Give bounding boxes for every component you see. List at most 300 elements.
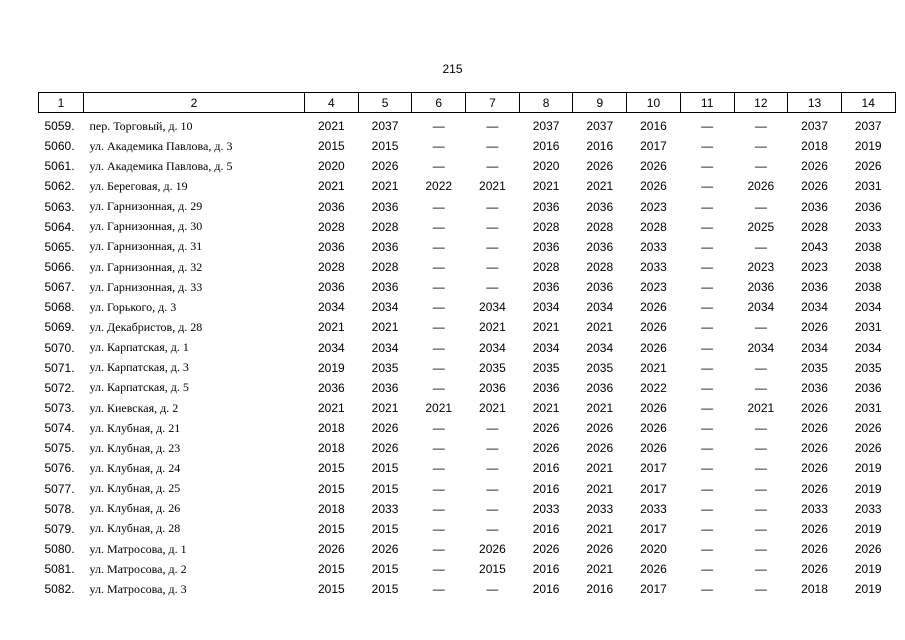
year-cell: 2023 — [640, 199, 667, 214]
year-cell: 2019 — [854, 139, 882, 154]
year-cell: 2016 — [532, 521, 560, 536]
year-cell: 2026 — [586, 441, 614, 456]
year-cell: 2016 — [532, 461, 560, 476]
year-cell: 2016 — [586, 582, 614, 597]
address-cell: ул. Декабристов, д. 28 — [89, 319, 203, 334]
year-cell: 2026 — [317, 542, 345, 557]
year-cell: 2028 — [586, 219, 614, 234]
year-cell: 2026 — [801, 179, 828, 194]
address-cell: ул. Киевская, д. 2 — [89, 400, 179, 415]
year-cell: 2036 — [479, 380, 506, 395]
table-row — [39, 499, 896, 519]
row-number-cell: 5076. — [44, 461, 75, 476]
year-cell: — — [486, 521, 499, 536]
table-row — [39, 176, 896, 196]
year-cell: — — [701, 199, 714, 214]
year-cell: — — [486, 159, 499, 174]
year-cell: — — [754, 119, 767, 134]
table-row — [39, 197, 896, 217]
year-cell: 2019 — [854, 461, 882, 476]
row-number-cell: 5075. — [44, 441, 75, 456]
year-cell: 2021 — [371, 401, 399, 416]
row-number-cell: 5060. — [44, 139, 75, 154]
year-cell: 2033 — [854, 501, 882, 516]
year-cell: 2034 — [479, 340, 506, 355]
table-row — [39, 418, 896, 438]
year-cell: 2019 — [317, 360, 345, 375]
year-cell: — — [754, 380, 767, 395]
year-cell: 2026 — [801, 542, 828, 557]
row-number-cell: 5067. — [44, 280, 75, 295]
year-cell: 2034 — [586, 300, 614, 315]
year-cell: 2015 — [371, 139, 399, 154]
year-cell: — — [701, 340, 714, 355]
year-cell: 2034 — [317, 340, 345, 355]
year-cell: 2033 — [801, 501, 828, 516]
year-cell: 2015 — [371, 521, 399, 536]
year-cell: 2026 — [801, 401, 828, 416]
year-cell: 2021 — [532, 401, 560, 416]
year-cell: — — [701, 360, 714, 375]
year-cell: 2033 — [854, 219, 882, 234]
year-cell: 2021 — [479, 401, 506, 416]
address-cell: пер. Торговый, д. 10 — [89, 118, 193, 133]
year-cell: 2036 — [586, 380, 614, 395]
year-cell: 2016 — [532, 139, 560, 154]
year-cell: — — [754, 199, 767, 214]
year-cell: 2036 — [854, 199, 882, 214]
year-cell: 2026 — [371, 441, 399, 456]
table-row — [39, 398, 896, 418]
year-cell: — — [432, 219, 445, 234]
address-cell: ул. Гарнизонная, д. 29 — [89, 199, 203, 214]
year-cell: 2028 — [317, 219, 345, 234]
year-cell: 2018 — [317, 421, 345, 436]
year-cell: — — [701, 421, 714, 436]
year-cell: 2021 — [747, 401, 775, 416]
year-cell: 2028 — [532, 260, 560, 275]
year-cell: — — [432, 159, 445, 174]
year-cell: — — [701, 280, 714, 295]
column-header-7: 8 — [519, 93, 573, 113]
year-cell: — — [701, 239, 714, 254]
year-cell: — — [432, 280, 445, 295]
year-cell: 2017 — [640, 521, 667, 536]
year-cell: 2036 — [371, 239, 399, 254]
year-cell: 2026 — [640, 159, 667, 174]
row-number-cell: 5082. — [44, 582, 75, 597]
year-cell: 2015 — [479, 562, 506, 577]
year-cell: 2036 — [801, 380, 828, 395]
year-cell: 2023 — [640, 280, 667, 295]
year-cell: 2034 — [747, 340, 775, 355]
row-number-cell: 5070. — [44, 340, 75, 355]
year-cell: 2036 — [317, 280, 345, 295]
year-cell: 2036 — [532, 239, 560, 254]
year-cell: 2028 — [371, 219, 399, 234]
year-cell: 2022 — [425, 179, 453, 194]
column-header-12: 13 — [788, 93, 842, 113]
year-cell: — — [486, 421, 499, 436]
year-cell: 2036 — [586, 280, 614, 295]
year-cell: — — [701, 441, 714, 456]
year-cell: — — [432, 119, 445, 134]
year-cell: 2020 — [640, 542, 667, 557]
year-cell: 2033 — [371, 501, 399, 516]
year-cell: 2026 — [640, 179, 667, 194]
row-number-cell: 5077. — [44, 481, 75, 496]
year-cell: 2021 — [317, 320, 345, 335]
year-cell: 2037 — [801, 119, 828, 134]
year-cell: 2034 — [479, 300, 506, 315]
year-cell: — — [701, 139, 714, 154]
address-cell: ул. Карпатская, д. 3 — [89, 360, 189, 375]
year-cell: 2015 — [371, 481, 399, 496]
row-number-cell: 5062. — [44, 179, 75, 194]
row-number-cell: 5073. — [44, 401, 75, 416]
year-cell: 2038 — [854, 239, 882, 254]
housing-register-table — [38, 92, 896, 599]
row-number-cell: 5072. — [44, 380, 75, 395]
year-cell: 2038 — [854, 280, 882, 295]
column-header-5: 6 — [412, 93, 466, 113]
year-cell: — — [701, 401, 714, 416]
year-cell: 2036 — [586, 239, 614, 254]
year-cell: — — [754, 542, 767, 557]
year-cell: — — [754, 582, 767, 597]
year-cell: — — [486, 199, 499, 214]
year-cell: 2036 — [586, 199, 614, 214]
year-cell: — — [701, 501, 714, 516]
year-cell: 2017 — [640, 139, 667, 154]
year-cell: 2026 — [801, 320, 828, 335]
year-cell: 2021 — [425, 401, 453, 416]
address-cell: ул. Матросова, д. 2 — [89, 561, 187, 576]
address-cell: ул. Береговая, д. 19 — [89, 178, 188, 193]
table-row — [39, 479, 896, 499]
year-cell: 2037 — [854, 119, 882, 134]
year-cell: — — [754, 139, 767, 154]
year-cell: 2034 — [586, 340, 614, 355]
year-cell: — — [486, 582, 499, 597]
table-row — [39, 156, 896, 176]
table-body — [39, 113, 896, 600]
year-cell: 2036 — [854, 380, 882, 395]
table-row — [39, 297, 896, 317]
year-cell: 2026 — [371, 542, 399, 557]
table-row — [39, 519, 896, 539]
year-cell: — — [701, 380, 714, 395]
year-cell: 2028 — [532, 219, 560, 234]
year-cell: 2026 — [532, 441, 560, 456]
year-cell: 2035 — [371, 360, 399, 375]
table-row — [39, 277, 896, 297]
year-cell: 2026 — [640, 320, 667, 335]
year-cell: 2021 — [479, 320, 506, 335]
year-cell: 2021 — [371, 320, 399, 335]
year-cell: — — [701, 582, 714, 597]
year-cell: — — [701, 179, 714, 194]
row-number-cell: 5065. — [44, 239, 75, 254]
year-cell: 2026 — [854, 441, 882, 456]
table-row — [39, 579, 896, 599]
column-header-4: 5 — [358, 93, 412, 113]
year-cell: — — [754, 320, 767, 335]
year-cell: 2026 — [586, 421, 614, 436]
year-cell: 2036 — [371, 280, 399, 295]
year-cell: 2019 — [854, 521, 882, 536]
year-cell: 2015 — [317, 521, 345, 536]
table-row — [39, 378, 896, 398]
year-cell: 2035 — [854, 360, 882, 375]
year-cell: 2021 — [586, 481, 614, 496]
year-cell: — — [432, 441, 445, 456]
year-cell: 2021 — [586, 461, 614, 476]
year-cell: 2026 — [801, 159, 828, 174]
year-cell: 2021 — [317, 401, 345, 416]
address-cell: ул. Карпатская, д. 1 — [89, 340, 189, 355]
year-cell: 2017 — [640, 461, 667, 476]
address-cell: ул. Гарнизонная, д. 31 — [89, 239, 203, 254]
year-cell: 2021 — [479, 179, 506, 194]
year-cell: 2034 — [317, 300, 345, 315]
year-cell: — — [754, 501, 767, 516]
row-number-cell: 5069. — [44, 320, 75, 335]
year-cell: 2021 — [586, 521, 614, 536]
year-cell: 2026 — [586, 159, 614, 174]
year-cell: 2036 — [532, 380, 560, 395]
table-row — [39, 438, 896, 458]
year-cell: — — [701, 159, 714, 174]
year-cell: 2026 — [532, 542, 560, 557]
year-cell: 2015 — [317, 461, 345, 476]
year-cell: — — [754, 461, 767, 476]
page-number: 215 — [442, 62, 463, 76]
year-cell: 2016 — [532, 582, 560, 597]
year-cell: — — [486, 260, 499, 275]
year-cell: 2033 — [640, 501, 667, 516]
year-cell: 2037 — [586, 119, 614, 134]
year-cell: 2025 — [747, 219, 775, 234]
year-cell: — — [754, 239, 767, 254]
year-cell: — — [432, 360, 445, 375]
year-cell: — — [754, 421, 767, 436]
year-cell: 2035 — [479, 360, 506, 375]
year-cell: 2023 — [801, 260, 828, 275]
year-cell: — — [432, 501, 445, 516]
address-cell: ул. Гарнизонная, д. 33 — [89, 279, 203, 294]
year-cell: — — [701, 562, 714, 577]
year-cell: — — [486, 139, 499, 154]
year-cell: 2036 — [801, 280, 828, 295]
year-cell: 2036 — [371, 380, 399, 395]
header-row — [39, 93, 896, 113]
year-cell: 2036 — [532, 199, 560, 214]
year-cell: — — [754, 521, 767, 536]
year-cell: — — [432, 562, 445, 577]
year-cell: 2034 — [532, 300, 560, 315]
year-cell: 2033 — [640, 239, 667, 254]
year-cell: 2015 — [371, 582, 399, 597]
year-cell: 2019 — [854, 562, 882, 577]
year-cell: 2036 — [317, 199, 345, 214]
year-cell: 2020 — [532, 159, 560, 174]
year-cell: — — [701, 461, 714, 476]
year-cell: — — [432, 421, 445, 436]
column-header-2: 2 — [84, 93, 305, 113]
year-cell: 2028 — [586, 260, 614, 275]
year-cell: 2034 — [532, 340, 560, 355]
year-cell: 2026 — [854, 159, 882, 174]
year-cell: — — [701, 320, 714, 335]
address-cell: ул. Горького, д. 3 — [89, 299, 177, 314]
address-cell: ул. Матросова, д. 1 — [89, 541, 187, 556]
year-cell: 2021 — [371, 179, 399, 194]
year-cell: 2035 — [801, 360, 828, 375]
year-cell: — — [754, 562, 767, 577]
year-cell: 2015 — [371, 562, 399, 577]
year-cell: 2017 — [640, 481, 667, 496]
year-cell: — — [432, 139, 445, 154]
year-cell: 2026 — [371, 159, 399, 174]
year-cell: 2026 — [640, 562, 667, 577]
column-header-3: 4 — [305, 93, 359, 113]
year-cell: — — [432, 521, 445, 536]
year-cell: 2021 — [532, 320, 560, 335]
year-cell: 2021 — [317, 119, 345, 134]
table-row — [39, 136, 896, 156]
table-row — [39, 317, 896, 337]
year-cell: 2017 — [640, 582, 667, 597]
year-cell: 2015 — [317, 582, 345, 597]
year-cell: — — [432, 300, 445, 315]
year-cell: 2036 — [317, 380, 345, 395]
table-row — [39, 237, 896, 257]
year-cell: 2021 — [586, 179, 614, 194]
year-cell: 2035 — [532, 360, 560, 375]
table-row — [39, 338, 896, 358]
year-cell: 2026 — [801, 521, 828, 536]
row-number-cell: 5066. — [44, 260, 75, 275]
year-cell: — — [486, 461, 499, 476]
row-number-cell: 5074. — [44, 421, 75, 436]
year-cell: 2031 — [854, 179, 882, 194]
year-cell: — — [486, 219, 499, 234]
table-row — [39, 458, 896, 478]
year-cell: 2026 — [801, 421, 828, 436]
year-cell: 2028 — [801, 219, 828, 234]
year-cell: 2015 — [317, 562, 345, 577]
year-cell: — — [701, 260, 714, 275]
year-cell: — — [486, 119, 499, 134]
year-cell: — — [754, 481, 767, 496]
year-cell: 2033 — [532, 501, 560, 516]
address-cell: ул. Академика Павлова, д. 3 — [89, 138, 233, 153]
row-number-cell: 5064. — [44, 219, 75, 234]
year-cell: 2015 — [317, 481, 345, 496]
year-cell: 2026 — [532, 421, 560, 436]
year-cell: — — [486, 481, 499, 496]
column-header-9: 10 — [627, 93, 681, 113]
table-row — [39, 257, 896, 277]
year-cell: — — [701, 300, 714, 315]
year-cell: — — [701, 119, 714, 134]
year-cell: 2026 — [640, 441, 667, 456]
year-cell: 2034 — [371, 300, 399, 315]
year-cell: 2038 — [854, 260, 882, 275]
year-cell: 2033 — [640, 260, 667, 275]
year-cell: — — [432, 199, 445, 214]
year-cell: 2034 — [747, 300, 775, 315]
year-cell: 2018 — [801, 582, 828, 597]
year-cell: 2034 — [371, 340, 399, 355]
year-cell: 2026 — [801, 441, 828, 456]
year-cell: 2026 — [801, 562, 828, 577]
year-cell: 2037 — [532, 119, 560, 134]
year-cell: 2034 — [854, 300, 882, 315]
year-cell: — — [486, 280, 499, 295]
year-cell: 2020 — [317, 159, 345, 174]
year-cell: 2021 — [532, 179, 560, 194]
table-row — [39, 113, 896, 137]
row-number-cell: 5078. — [44, 501, 75, 516]
address-cell: ул. Гарнизонная, д. 32 — [89, 259, 203, 274]
row-number-cell: 5080. — [44, 542, 75, 557]
year-cell: 2026 — [854, 542, 882, 557]
column-header-13: 14 — [841, 93, 895, 113]
year-cell: 2033 — [586, 501, 614, 516]
year-cell: 2036 — [747, 280, 775, 295]
year-cell: 2043 — [801, 239, 828, 254]
column-header-10: 11 — [680, 93, 734, 113]
address-cell: ул. Клубная, д. 25 — [89, 481, 181, 496]
year-cell: 2034 — [854, 340, 882, 355]
year-cell: 2021 — [317, 179, 345, 194]
year-cell: 2035 — [586, 360, 614, 375]
table-row — [39, 559, 896, 579]
year-cell: 2031 — [854, 401, 882, 416]
year-cell: — — [486, 501, 499, 516]
address-cell: ул. Клубная, д. 24 — [89, 460, 181, 475]
year-cell: — — [432, 542, 445, 557]
year-cell: — — [432, 260, 445, 275]
address-cell: ул. Матросова, д. 3 — [89, 581, 187, 596]
column-header-8: 9 — [573, 93, 627, 113]
address-cell: ул. Карпатская, д. 5 — [89, 380, 189, 395]
year-cell: 2026 — [640, 421, 667, 436]
year-cell: 2026 — [801, 461, 828, 476]
year-cell: 2023 — [747, 260, 775, 275]
address-cell: ул. Академика Павлова, д. 5 — [89, 158, 233, 173]
year-cell: 2026 — [371, 421, 399, 436]
year-cell: 2021 — [586, 320, 614, 335]
row-number-cell: 5059. — [44, 119, 75, 134]
year-cell: — — [432, 340, 445, 355]
year-cell: 2016 — [640, 119, 667, 134]
table-row — [39, 217, 896, 237]
year-cell: 2028 — [640, 219, 667, 234]
year-cell: 2026 — [586, 542, 614, 557]
year-cell: — — [432, 320, 445, 335]
year-cell: — — [432, 461, 445, 476]
year-cell: — — [754, 159, 767, 174]
year-cell: 2016 — [532, 562, 560, 577]
year-cell: — — [701, 219, 714, 234]
year-cell: 2026 — [747, 179, 775, 194]
year-cell: 2036 — [371, 199, 399, 214]
year-cell: 2018 — [317, 501, 345, 516]
year-cell: 2037 — [371, 119, 399, 134]
